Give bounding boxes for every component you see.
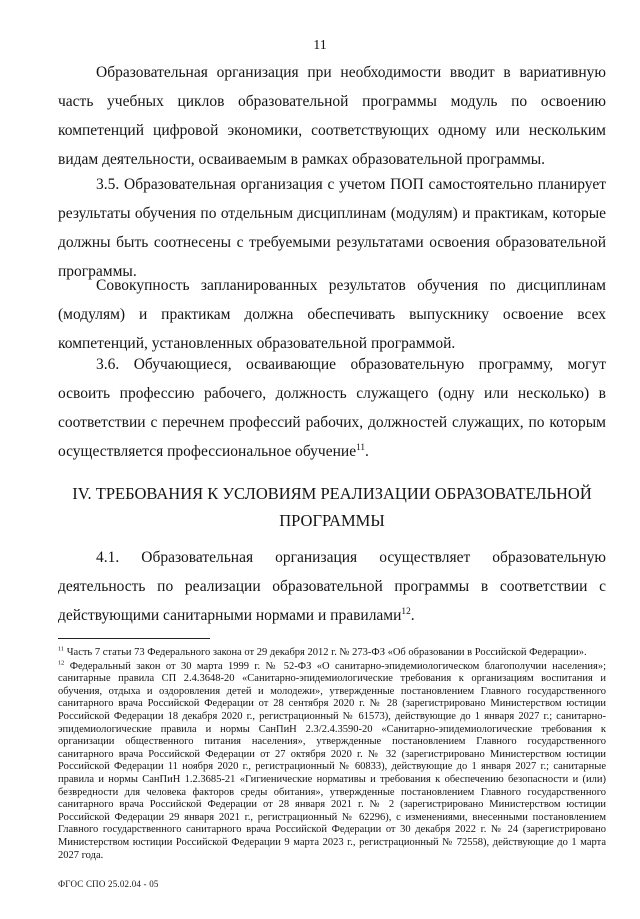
section-heading-line1: IV. ТРЕБОВАНИЯ К УСЛОВИЯМ РЕАЛИЗАЦИИ ОБРАЗОВАТЕЛЬНОЙ — [72, 484, 592, 503]
footnote-12: $^{12}$ Федеральный закон от 30 марта 1999 г. № 52-ФЗ «О санитарно-эпидемиологическом благополучии населения»; санитарные правила СП 2.4.3648-20 «Санитарно-эпидемиологические требования к организациям воспитания и обучения, отдыха и оздоровления детей и молодежи», утвержденные постановлением Главного государственного санитарного врача Российской Федерации от 28 сентября 2020 г. № 28 (зарегистрировано Министерством юстиции Российской Федерации 18 декабря 2020 г., регистрационный № 61573), действующие до 1 января 2027 г.; санитарно-эпидемиологические правила и нормы СанПиН 2.3/2.4.3590-20 «Санитарно-эпидемиологические требования к организации общественного питания населения», утвержденные постановлением Главного государственного санитарного врача Российской Федерации от 27 октября 2020 г. № 32 (зарегистрировано Министерством юстиции Российской Федерации 11 ноября 2020 г., регистрационный № 60833), действующие до 1 января 2027 г.; санитарные правила и нормы СанПиН 1.2.3685-21 «Гигиенические нормативы и требования к обеспечению безопасности и (или) безвредности для человека факторов среды обитания», утвержденные постановлением Главного государственного санитарного врача Российской Федерации от 28 января 2021 г. № 2 (зарегистрировано Министерством юстиции Российской Федерации 29 января 2021 г., регистрационный № 62296), с изменениями, внесенными постановлением Главного государственного санитарного врача Российской Федерации от 30 декабря 2022 г. № 24 (зарегистрировано Министерством юстиции Российской Федерации 9 марта 2023 г., регистрационный № 72558), действующие до 1 марта 2027 года. — [58, 659, 606, 861]
paragraph-3-5: 3.5. Образовательная организация с учетом ПОП самостоятельно планирует результаты обучения по отдельным дисциплинам (модулям) и практикам, которые должны быть соотнесены с требуемыми результатами освоения образовательной программы. — [58, 176, 606, 280]
section-heading — [58, 480, 606, 534]
footnote-ref-11: 11 — [356, 442, 366, 453]
footnote-marker-12: 12 — [58, 659, 65, 667]
paragraph-learning-results: Совокупность запланированных результатов обучения по дисциплинам (модулям) и практикам должна обеспечивать выпускнику освоение всех компетенций, установленных образовательной программой. — [58, 277, 606, 352]
paragraph-4-1: 4.1. Образовательная организация осуществляет образовательную деятельность по реализации образовательной программы в соответствии с действующими санитарными нормами и правилами$^{12}$. — [58, 549, 606, 624]
page-number: 11 — [313, 38, 327, 53]
footnote-ref-12: 12 — [401, 606, 411, 617]
footnote-marker-11: 11 — [58, 645, 65, 653]
section-heading-line2: ПРОГРАММЫ — [279, 511, 385, 530]
footnotes — [58, 647, 606, 863]
footnote-divider — [58, 638, 210, 639]
paragraph-digital-economy: Образовательная организация при необходимости вводит в вариативную часть учебных циклов образовательной программы модуль по освоению компетенций цифровой экономики, соответствующих одному или нескольким видам деятельности, осваиваемым в рамках образовательной программы. — [58, 64, 606, 168]
document-footer: ФГОС СПО 25.02.04 - 05 — [58, 879, 159, 889]
paragraph-3-6: 3.6. Обучающиеся, осваивающие образовательную программу, могут освоить профессию рабочего, должность служащего (одну или несколько) в соответствии с перечнем профессий рабочих, должностей служащих, по которым осуществляется профессиональное обучение$^{11}$. — [58, 356, 606, 460]
footnote-11: $^{11}$ Часть 7 статьи 73 Федерального закона от 29 декабря 2012 г. № 273-ФЗ «Об образовании в Российской Федерации». — [58, 645, 587, 658]
